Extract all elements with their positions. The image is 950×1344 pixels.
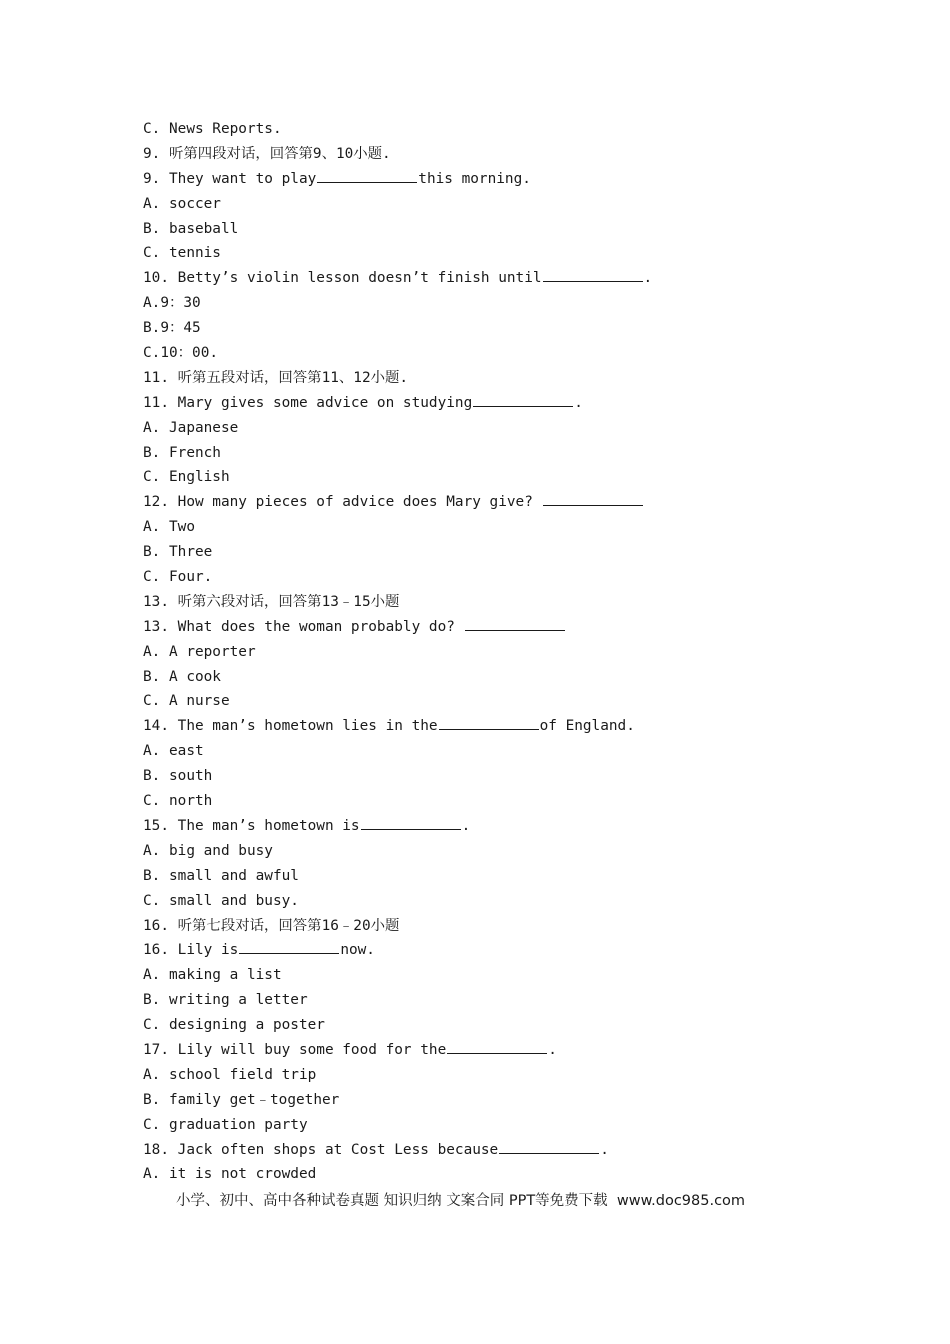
text-line (143, 241, 843, 266)
line-text: 13. 听第六段对话，回答第13﹣15小题 (143, 593, 400, 610)
text-line (143, 366, 843, 391)
answer-blank[interactable] (465, 615, 565, 631)
text-line (143, 465, 843, 490)
line-text: 13. What does the woman probably do? (143, 618, 464, 635)
line-text: C. A nurse (143, 693, 230, 710)
line-text-after-blank: . (600, 1141, 609, 1158)
answer-blank[interactable] (543, 266, 643, 282)
line-text: C. north (143, 793, 213, 810)
line-text: 16. Lily is (143, 942, 239, 959)
exam-content (143, 117, 843, 1187)
page-footer: 小学、初中、高中各种试卷真题 知识归纳 文案合同 PPT等免费下载 www.doc985.com (176, 1193, 746, 1209)
line-text: A. big and busy (143, 842, 273, 859)
line-text: 16. 听第七段对话，回答第16﹣20小题 (143, 917, 400, 934)
line-text-after-blank: of England. (539, 718, 635, 735)
line-text: 12. How many pieces of advice does Mary give? (143, 494, 542, 511)
line-text: A. it is not crowded (143, 1166, 317, 1183)
text-line (143, 1138, 843, 1163)
answer-blank[interactable] (447, 1038, 547, 1054)
line-text: A. Two (143, 519, 195, 536)
text-line (143, 764, 843, 789)
text-line (143, 864, 843, 889)
answer-blank[interactable] (317, 167, 417, 183)
text-line (143, 1038, 843, 1063)
text-line (143, 217, 843, 242)
line-text: C. tennis (143, 245, 221, 262)
line-text: B. baseball (143, 220, 239, 237)
text-line (143, 640, 843, 665)
line-text-after-blank: . (574, 394, 583, 411)
line-text: C. English (143, 469, 230, 486)
text-line (143, 192, 843, 217)
answer-blank[interactable] (473, 391, 573, 407)
line-text: C. designing a poster (143, 1017, 325, 1034)
line-text: C. small and busy. (143, 892, 299, 909)
line-text: B. Three (143, 544, 213, 561)
line-text: 14. The man’s hometown lies in the (143, 718, 438, 735)
line-text: B. writing a letter (143, 992, 308, 1009)
line-text: C.10：00. (143, 345, 219, 362)
text-line (143, 341, 843, 366)
line-text-after-blank: . (548, 1041, 557, 1058)
text-line (143, 839, 843, 864)
text-line (143, 963, 843, 988)
text-line (143, 714, 843, 739)
answer-blank[interactable] (239, 938, 339, 954)
line-text: B. south (143, 768, 213, 785)
text-line (143, 316, 843, 341)
line-text: 15. The man’s hometown is (143, 817, 360, 834)
answer-blank[interactable] (499, 1138, 599, 1154)
line-text: B. small and awful (143, 867, 299, 884)
line-text: C. graduation party (143, 1116, 308, 1133)
line-text: B. A cook (143, 668, 221, 685)
line-text: B.9：45 (143, 320, 201, 337)
text-line (143, 117, 843, 142)
line-text: 9. They want to play (143, 170, 317, 187)
line-text-after-blank: . (643, 270, 653, 287)
line-text: 17. Lily will buy some food for the (143, 1041, 447, 1058)
text-line (143, 490, 843, 515)
text-line (143, 1088, 843, 1113)
text-line (143, 391, 843, 416)
answer-blank[interactable] (543, 490, 643, 506)
text-line (143, 590, 843, 615)
text-line (143, 291, 843, 316)
line-text: A.9：30 (143, 295, 201, 312)
text-line (143, 1013, 843, 1038)
line-text: A. Japanese (143, 419, 239, 436)
line-text-after-blank: this morning. (418, 170, 531, 187)
text-line (143, 1113, 843, 1138)
line-text: B. family get﹣together (143, 1091, 340, 1108)
text-line (143, 1063, 843, 1088)
line-text: C. News Reports. (143, 121, 282, 137)
text-line (143, 665, 843, 690)
line-text: B. French (143, 444, 221, 461)
answer-blank[interactable] (439, 714, 539, 730)
line-text: A. soccer (143, 195, 221, 212)
text-line (143, 938, 843, 963)
text-line (143, 814, 843, 839)
line-text: A. east (143, 743, 204, 760)
text-line (143, 1162, 843, 1187)
line-text-after-blank: now. (340, 942, 375, 959)
line-text: A. A reporter (143, 643, 256, 660)
line-text-after-blank: . (461, 817, 471, 834)
text-line (143, 789, 843, 814)
text-line (143, 142, 843, 167)
line-text: C. Four. (143, 569, 213, 586)
text-line (143, 266, 843, 291)
text-line (143, 565, 843, 590)
line-text: A. making a list (143, 967, 282, 984)
text-line (143, 167, 843, 192)
text-line (143, 988, 843, 1013)
line-text: 9. 听第四段对话，回答第9、10小题. (143, 145, 391, 162)
line-text: 18. Jack often shops at Cost Less because (143, 1141, 499, 1158)
line-text: 10. Betty’s violin lesson doesn’t finish until (143, 270, 542, 287)
line-text: 11. 听第五段对话，回答第11、12小题. (143, 369, 409, 386)
text-line (143, 515, 843, 540)
text-line (143, 914, 843, 939)
text-line (143, 615, 843, 640)
text-line (143, 441, 843, 466)
text-line (143, 416, 843, 441)
text-line (143, 689, 843, 714)
text-line (143, 889, 843, 914)
answer-blank[interactable] (361, 814, 461, 830)
text-line (143, 540, 843, 565)
line-text: 11. Mary gives some advice on studying (143, 394, 473, 411)
line-text: A. school field trip (143, 1066, 317, 1083)
text-line (143, 739, 843, 764)
